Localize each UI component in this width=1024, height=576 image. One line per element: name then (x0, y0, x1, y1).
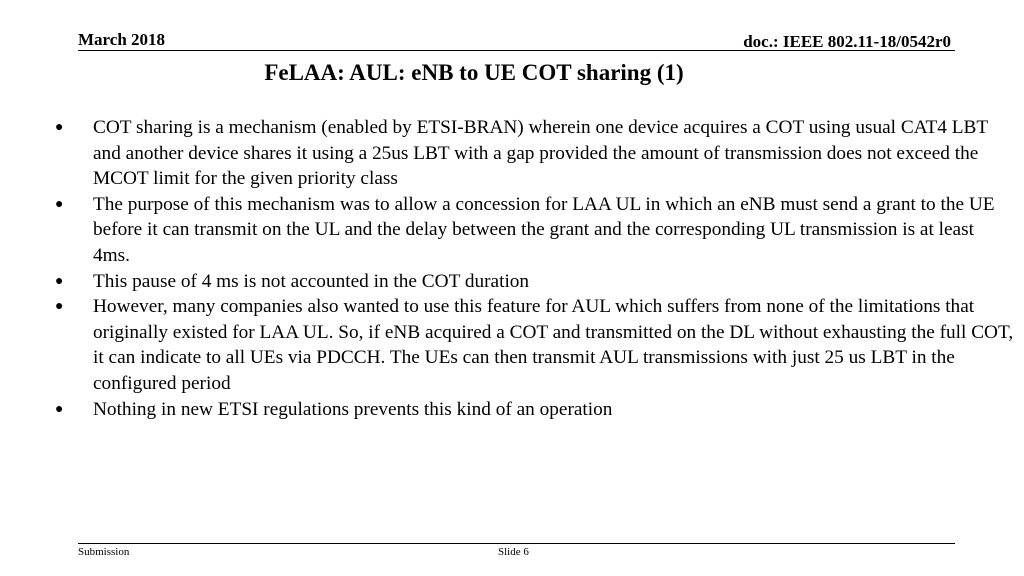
bullet-text: This pause of 4 ms is not accounted in the COT duration (93, 270, 530, 292)
header-divider (78, 50, 955, 51)
bullet-item (55, 294, 1015, 396)
bullet-marker-icon: ● (55, 196, 64, 212)
bullet-list (55, 115, 1015, 422)
bullet-text: However, many companies also wanted to use this feature for AUL which suffers from none of the limitations that originally existed for LAA UL. So, if eNB acquired a COT and transmitted on the DL without exhausting the full COT, it can indicate to all UEs via PDCCH. The UEs can then transmit AUL transmissions with just 25 us LBT in the configured period (93, 296, 1014, 394)
slide-title: FeLAA: AUL: eNB to UE COT sharing (1) (264, 60, 684, 85)
bullet-item (55, 192, 1015, 269)
footer-slide-number: Slide 6 (498, 546, 529, 558)
bullet-text: The purpose of this mechanism was to allow a concession for LAA UL in which an eNB must send a grant to the UE before it can transmit on the UL and the delay between the grant and the corresponding UL transmission is at least 4ms. (93, 193, 995, 266)
bullet-item (55, 115, 1015, 192)
bullet-text: COT sharing is a mechanism (enabled by ETSI-BRAN) wherein one device acquires a COT using usual CAT4 LBT and another device shares it using a 25us LBT with a gap provided the amount of transmission does not exceed the MCOT limit for the given priority class (93, 117, 988, 190)
header-date: March 2018 (78, 30, 166, 49)
bullet-marker-icon: ● (55, 273, 64, 289)
bullet-marker-icon: ● (55, 401, 64, 417)
bullet-item (55, 269, 1015, 295)
bullet-item (55, 397, 1015, 423)
bullet-marker-icon: ● (55, 120, 64, 135)
bullet-marker-icon: ● (55, 299, 64, 315)
footer-divider (78, 543, 955, 544)
header-doc-id: doc.: IEEE 802.11-18/0542r0 (743, 32, 951, 51)
bullet-text: Nothing in new ETSI regulations prevents this kind of an operation (93, 398, 613, 420)
footer-submission: Submission (78, 546, 130, 558)
